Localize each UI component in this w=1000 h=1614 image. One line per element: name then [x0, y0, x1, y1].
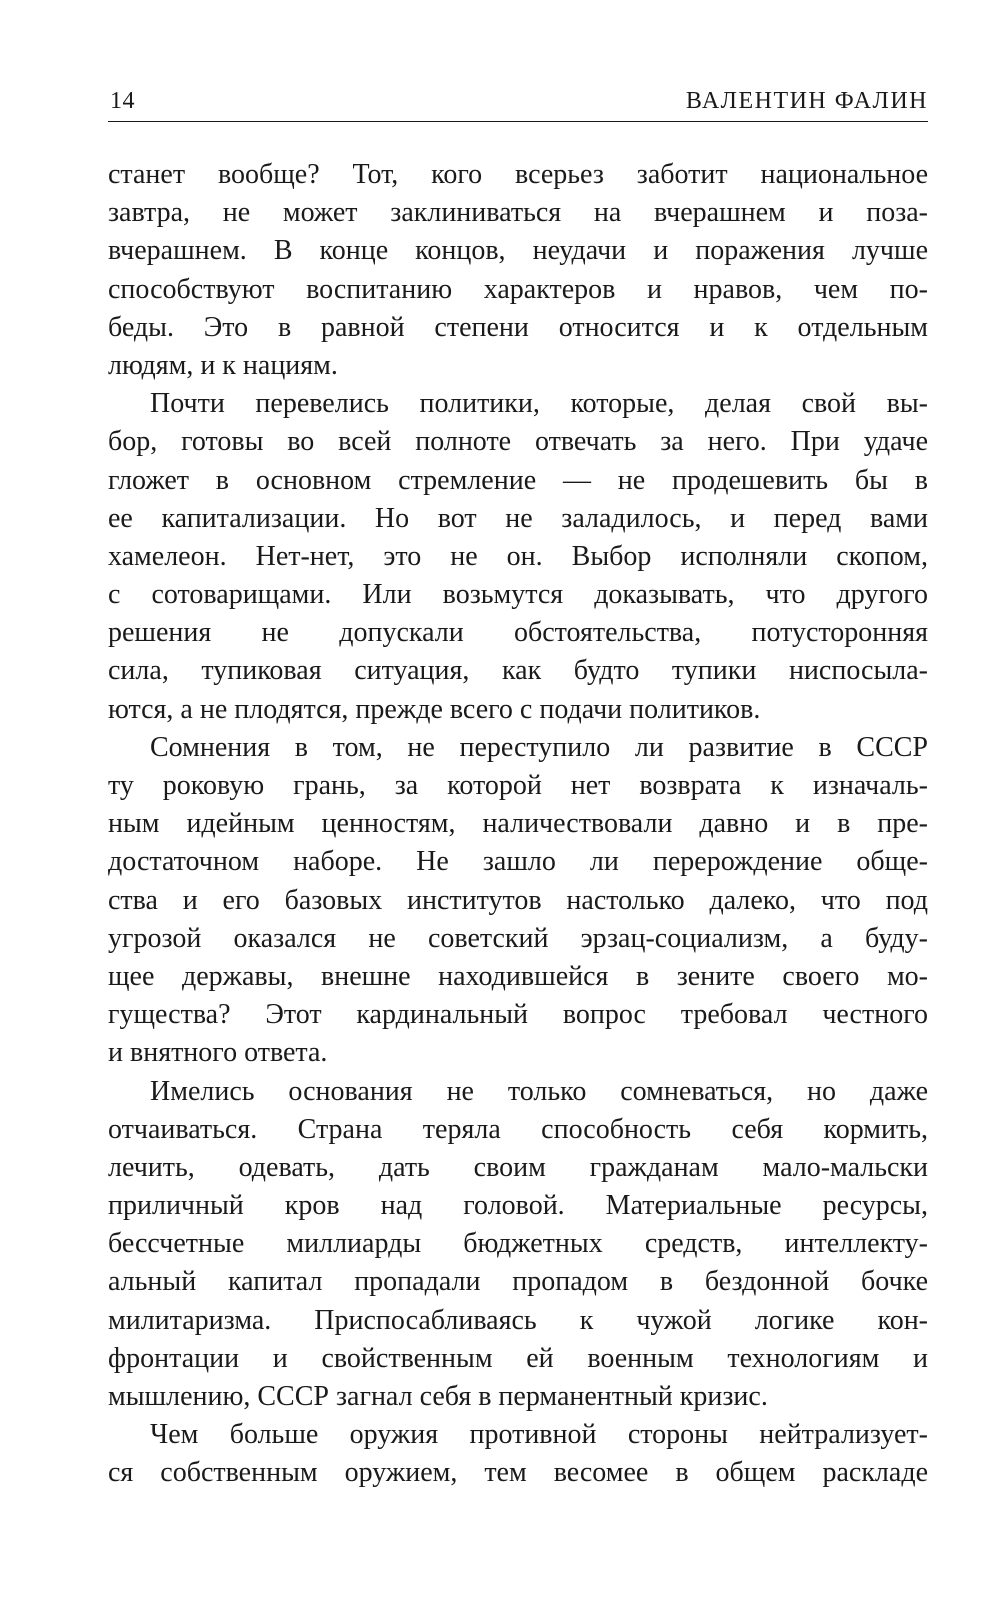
- text-line: бор, готовы во всей полноте отвечать за него. При удаче: [108, 426, 928, 458]
- page-body: [108, 156, 928, 1493]
- header-divider: [108, 121, 928, 122]
- text-line: гущества? Этот кардинальный вопрос требовал честного: [108, 999, 928, 1031]
- text-line: Сомнения в том, не переступило ли развитие в СССР: [150, 731, 928, 763]
- paragraph: [108, 1073, 928, 1417]
- text-line: гложет в основном стремление — не продешевить бы в: [108, 464, 928, 496]
- paragraph: [108, 156, 928, 385]
- text-line: угрозой оказался не советский эрзац-социализм, а буду-: [108, 922, 928, 954]
- text-line: ства и его базовых институтов настолько далеко, что под: [108, 884, 928, 916]
- text-line: милитаризма. Приспосабливаясь к чужой логике кон-: [108, 1304, 928, 1336]
- text-line: беды. Это в равной степени относится и к отдельным: [108, 311, 928, 343]
- text-line: ся собственным оружием, тем весомее в общем раскладе: [108, 1457, 928, 1489]
- text-line: Чем больше оружия противной стороны нейтрализует-: [150, 1419, 928, 1451]
- text-line: способствуют воспитанию характеров и нравов, чем по-: [108, 273, 928, 305]
- text-line: сила, тупиковая ситуация, как будто тупики ниспосыла-: [108, 655, 928, 687]
- page-header: [108, 80, 928, 120]
- text-line: отчаиваться. Страна теряла способность себя кормить,: [108, 1113, 928, 1145]
- paragraph: [108, 1416, 928, 1492]
- text-line: бессчетные миллиарды бюджетных средств, интеллекту-: [108, 1228, 928, 1260]
- text-line: ту роковую грань, за которой нет возврата к изначаль-: [108, 770, 928, 801]
- text-line: Почти перевелись политики, которые, делая свой вы-: [150, 388, 928, 420]
- text-line: лечить, одевать, дать своим гражданам мало-мальски: [108, 1151, 928, 1183]
- text-line: хамелеон. Нет-нет, это не он. Выбор исполняли скопом,: [108, 540, 928, 572]
- paragraph: [108, 385, 928, 729]
- text-line: Имелись основания не только сомневаться, но даже: [150, 1075, 928, 1107]
- text-line: достаточном наборе. Не зашло ли перерождение обще-: [108, 846, 928, 878]
- text-line: с сотоварищами. Или возьмутся доказывать, что другого: [108, 579, 928, 611]
- text-line: ее капитализации. Но вот не заладилось, и перед вами: [108, 502, 928, 534]
- text-line: альный капитал пропадали пропадом в бездонной бочке: [108, 1266, 928, 1298]
- text-line: приличный кров над головой. Материальные ресурсы,: [108, 1190, 928, 1222]
- text-line: станет вообще? Тот, кого всерьез заботит национальное: [108, 159, 928, 190]
- text-line: решения не допускали обстоятельства, потусторонняя: [108, 617, 928, 649]
- text-line: завтра, не может заклиниваться на вчерашнем и поза-: [108, 197, 928, 229]
- text-line: вчерашнем. В конце концов, неудачи и поражения лучше: [108, 235, 928, 267]
- text-line: и внятного ответа.: [108, 1037, 328, 1069]
- text-line: ются, а не плодятся, прежде всего с подачи политиков.: [108, 693, 761, 725]
- text-line: фронтации и свойственным ей военным технологиям и: [108, 1342, 928, 1374]
- text-line: ным идейным ценностям, наличествовали давно и в пре-: [108, 808, 928, 840]
- text-line: мышлению, СССР загнал себя в перманентный кризис.: [108, 1381, 768, 1412]
- page-number: 14: [110, 88, 135, 114]
- text-line: людям, и к нациям.: [108, 349, 338, 381]
- paragraph: [108, 729, 928, 1073]
- running-head-author: ВАЛЕНТИН ФАЛИН: [685, 88, 928, 114]
- text-line: щее державы, внешне находившейся в зените своего мо-: [108, 960, 928, 992]
